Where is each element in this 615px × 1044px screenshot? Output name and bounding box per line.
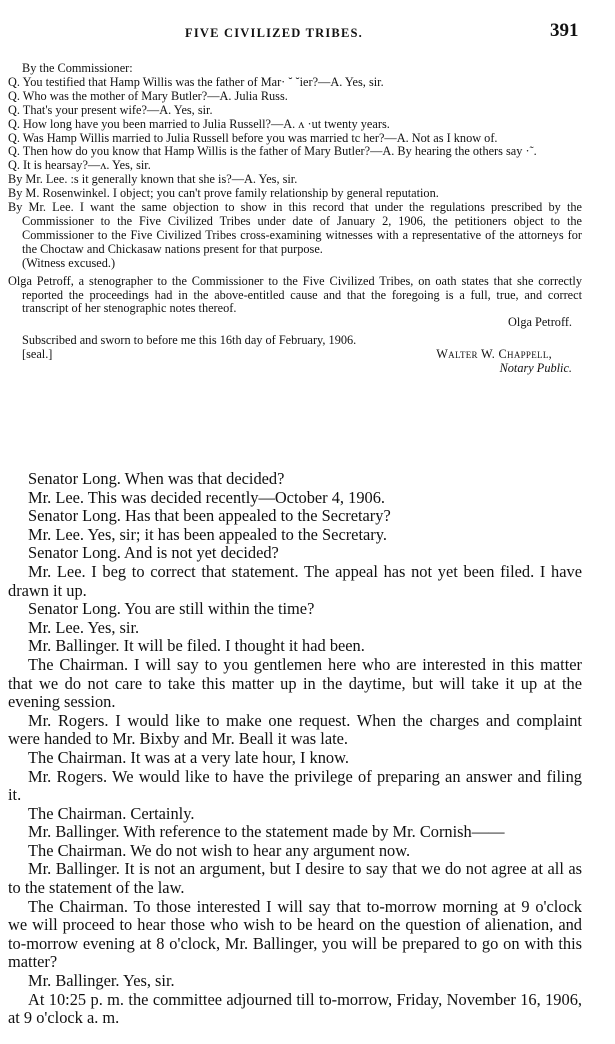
qa-line: Q. That's your present wife?—A. Yes, sir. bbox=[8, 102, 213, 117]
speech-paragraph: The Chairman. I will say to you gentlemen here who are interested in this matter that we do not care to take this matter up in the daytime, but will take it up at the evening session. bbox=[8, 654, 582, 712]
notary-name: Walter W. Chappell, bbox=[436, 347, 552, 362]
qa-line: Q. How long have you been married to Julia Russell?—A. ʌ ·ut twenty years. bbox=[8, 116, 390, 131]
testimony-transcript bbox=[8, 62, 582, 376]
speech-paragraph: Senator Long. And is not yet decided? bbox=[28, 543, 279, 563]
lee-objection: By Mr. Lee. I want the same objection to show in this record that under the regulations prescribed by the Commissioner to the Five Civilized Tribes under date of January 2, 1906, the petitioners object to the Commissioner to the Five Civilized Tribes cross-examining witnesses with a representative of the attorneys for the Choctaw and Chickasaw nations present for that purpose. bbox=[8, 200, 582, 256]
speech-paragraph: Senator Long. When was that decided? bbox=[28, 469, 285, 488]
signature: Olga Petroff. bbox=[508, 315, 572, 330]
speech-paragraph: The Chairman. Certainly. bbox=[28, 803, 195, 823]
speech-paragraph: Mr. Ballinger. It is not an argument, but I desire to say that we do not agree at all as to the statement of the law. bbox=[8, 859, 582, 898]
speech-paragraph: Mr. Ballinger. It will be filed. I thought it had been. bbox=[28, 636, 365, 656]
speech-paragraph: Mr. Ballinger. Yes, sir. bbox=[28, 971, 175, 991]
speech-paragraph: At 10:25 p. m. the committee adjourned till to-morrow, Friday, November 16, 1906, at 9 o'clock a. m. bbox=[8, 989, 582, 1028]
qa-line: Q. It is hearsay?—ʌ. Yes, sir. bbox=[8, 158, 151, 173]
certification: Olga Petroff, a stenographer to the Commissioner to the Five Civilized Tribes, on oath states that she correctly reported the proceedings had in the above-entitled cause and that the foregoing is a full, true, and correct transcript of her stenographic notes thereof. bbox=[8, 273, 582, 316]
qa-line: Q. You testified that Hamp Willis was the father of Mar· ˘ ˘ier?—A. Yes, sir. bbox=[8, 74, 384, 89]
speech-paragraph: Mr. Rogers. I would like to make one request. When the charges and complaint were handed to Mr. Bixby and Mr. Beall it was late. bbox=[8, 710, 582, 749]
subscribed-line: Subscribed and sworn to before me this 16th day of February, 1906. bbox=[22, 333, 357, 348]
hearing-proceedings bbox=[8, 470, 582, 1028]
by-line: By the Commissioner: bbox=[22, 61, 133, 75]
speech-paragraph: Mr. Rogers. We would like to have the privilege of preparing an answer and filing it. bbox=[8, 766, 582, 805]
speech-paragraph: Mr. Lee. This was decided recently—October 4, 1906. bbox=[28, 487, 385, 507]
speech-paragraph: Senator Long. You are still within the time? bbox=[28, 599, 315, 619]
qa-line: Q. Was Hamp Willis married to Julia Russell before you was married tc her?—A. Not as I know of. bbox=[8, 130, 498, 145]
speech-paragraph: Mr. Lee. I beg to correct that statement. The appeal has not yet been filed. I have drawn it up. bbox=[8, 561, 582, 600]
speech-paragraph: Mr. Lee. Yes, sir; it has been appealed to the Secretary. bbox=[28, 524, 387, 544]
speech-paragraph: Mr. Lee. Yes, sir. bbox=[28, 617, 140, 637]
page-number: 391 bbox=[550, 20, 579, 41]
lee-question: By Mr. Lee. :s it generally known that she is?—A. Yes, sir. bbox=[8, 172, 298, 187]
rosenwinkel-objection: By M. Rosenwinkel. I object; you can't prove family relationship by general reputation. bbox=[8, 186, 439, 201]
qa-line: Q. Who was the mother of Mary Butler?—A. Julia Russ. bbox=[8, 88, 288, 103]
speech-paragraph: The Chairman. It was at a very late hour, I know. bbox=[28, 747, 349, 767]
speech-paragraph: Senator Long. Has that been appealed to the Secretary? bbox=[28, 506, 391, 526]
speech-paragraph: The Chairman. We do not wish to hear any argument now. bbox=[28, 840, 411, 860]
running-header bbox=[0, 20, 615, 44]
speech-paragraph: The Chairman. To those interested I will say that to-morrow morning at 9 o'clock we will proceed to hear those who wish to be heard on the question of alienation, and to-morrow evening at 8 o'clock, Mr. Ballinger, you will be prepared to go on with this matter? bbox=[8, 896, 582, 972]
header-title: FIVE CIVILIZED TRIBES. bbox=[185, 26, 363, 40]
speech-paragraph: Mr. Ballinger. With reference to the statement made by Mr. Cornish—— bbox=[28, 822, 505, 842]
seal-label: [seal.] bbox=[22, 347, 53, 362]
notary-title: Notary Public. bbox=[499, 361, 572, 376]
witness-excused: (Witness excused.) bbox=[22, 255, 116, 270]
notary-row bbox=[8, 348, 582, 362]
qa-line: Q. Then how do you know that Hamp Willis is the father of Mary Butler?—A. By hearing the others say ·˜. bbox=[8, 144, 537, 159]
